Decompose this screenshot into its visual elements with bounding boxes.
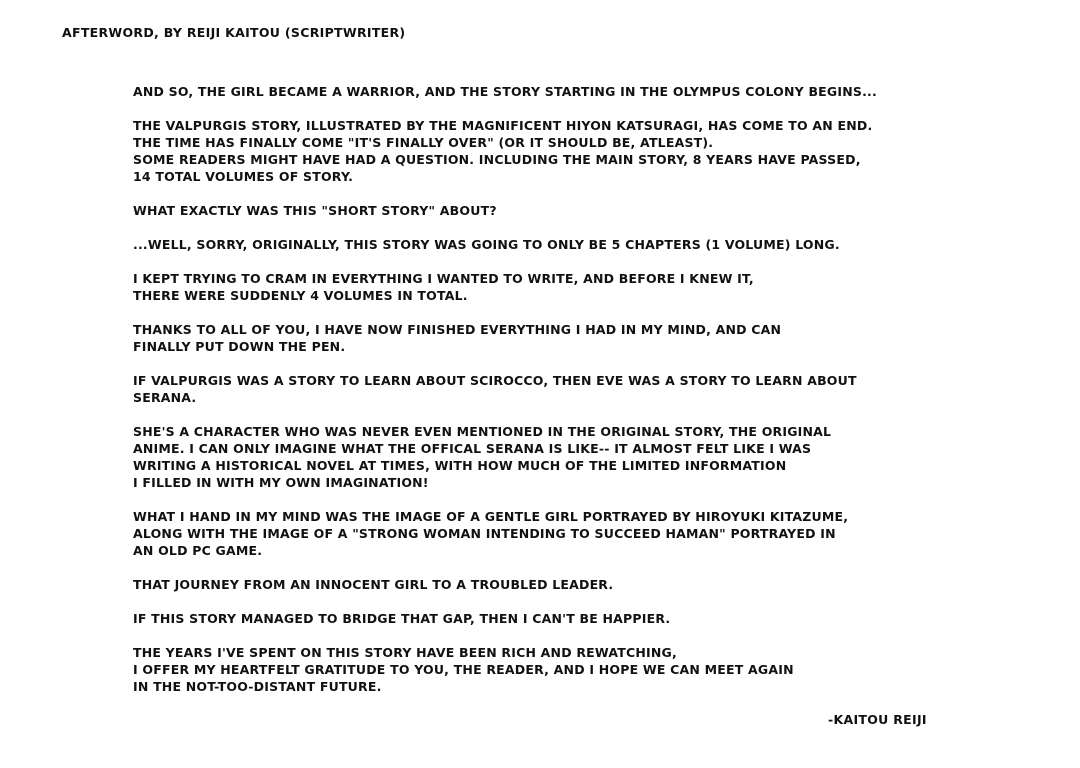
paragraph: [133, 321, 963, 355]
text-line: IN THE NOT-TOO-DISTANT FUTURE.: [133, 679, 382, 694]
text-line: WHAT EXACTLY WAS THIS "SHORT STORY" ABOUT?: [133, 203, 497, 218]
paragraph: [133, 270, 963, 304]
text-line: AND SO, THE GIRL BECAME A WARRIOR, AND THE STORY STARTING IN THE OLYMPUS COLONY BEGINS...: [133, 84, 877, 99]
text-line: THANKS TO ALL OF YOU, I HAVE NOW FINISHED EVERYTHING I HAD IN MY MIND, AND CAN: [133, 322, 782, 337]
text-line: SOME READERS MIGHT HAVE HAD A QUESTION. INCLUDING THE MAIN STORY, 8 YEARS HAVE PASSED,: [133, 152, 861, 167]
afterword-body: [133, 83, 963, 712]
text-line: I OFFER MY HEARTFELT GRATITUDE TO YOU, THE READER, AND I HOPE WE CAN MEET AGAIN: [133, 662, 794, 677]
text-line: ...WELL, SORRY, ORIGINALLY, THIS STORY WAS GOING TO ONLY BE 5 CHAPTERS (1 VOLUME) LONG.: [133, 237, 840, 252]
paragraph: [133, 576, 963, 593]
text-line: THAT JOURNEY FROM AN INNOCENT GIRL TO A TROUBLED LEADER.: [133, 577, 614, 592]
paragraph: [133, 644, 963, 695]
paragraph: [133, 236, 963, 253]
text-line: IF THIS STORY MANAGED TO BRIDGE THAT GAP, THEN I CAN'T BE HAPPIER.: [133, 611, 671, 626]
text-line: I KEPT TRYING TO CRAM IN EVERYTHING I WANTED TO WRITE, AND BEFORE I KNEW IT,: [133, 271, 754, 286]
paragraph: [133, 202, 963, 219]
text-line: ANIME. I CAN ONLY IMAGINE WHAT THE OFFICAL SERANA IS LIKE-- IT ALMOST FELT LIKE I WAS: [133, 441, 812, 456]
text-line: THE VALPURGIS STORY, ILLUSTRATED BY THE MAGNIFICENT HIYON KATSURAGI, HAS COME TO AN END.: [133, 118, 873, 133]
text-line: 14 TOTAL VOLUMES OF STORY.: [133, 169, 354, 184]
text-line: IF VALPURGIS WAS A STORY TO LEARN ABOUT SCIROCCO, THEN EVE WAS A STORY TO LEARN ABOUT: [133, 373, 857, 388]
paragraph: [133, 117, 963, 185]
paragraph: [133, 423, 963, 491]
text-line: SERANA.: [133, 390, 197, 405]
paragraph: [133, 83, 963, 100]
text-line: WRITING A HISTORICAL NOVEL AT TIMES, WITH HOW MUCH OF THE LIMITED INFORMATION: [133, 458, 787, 473]
page-title: AFTERWORD, BY REIJI KAITOU (SCRIPTWRITER): [62, 25, 406, 40]
text-line: AN OLD PC GAME.: [133, 543, 263, 558]
text-line: THE YEARS I'VE SPENT ON THIS STORY HAVE BEEN RICH AND REWATCHING,: [133, 645, 677, 660]
paragraph: [133, 372, 963, 406]
text-line: I FILLED IN WITH MY OWN IMAGINATION!: [133, 475, 429, 490]
paragraph: [133, 508, 963, 559]
text-line: WHAT I HAND IN MY MIND WAS THE IMAGE OF A GENTLE GIRL PORTRAYED BY HIROYUKI KITAZUME,: [133, 509, 849, 524]
text-line: THE TIME HAS FINALLY COME "IT'S FINALLY OVER" (OR IT SHOULD BE, ATLEAST).: [133, 135, 714, 150]
text-line: THERE WERE SUDDENLY 4 VOLUMES IN TOTAL.: [133, 288, 468, 303]
text-line: SHE'S A CHARACTER WHO WAS NEVER EVEN MENTIONED IN THE ORIGINAL STORY, THE ORIGINAL: [133, 424, 832, 439]
author-signature: -KAITOU REIJI: [828, 712, 927, 727]
text-line: ALONG WITH THE IMAGE OF A "STRONG WOMAN INTENDING TO SUCCEED HAMAN" PORTRAYED IN: [133, 526, 836, 541]
paragraph: [133, 610, 963, 627]
text-line: FINALLY PUT DOWN THE PEN.: [133, 339, 346, 354]
